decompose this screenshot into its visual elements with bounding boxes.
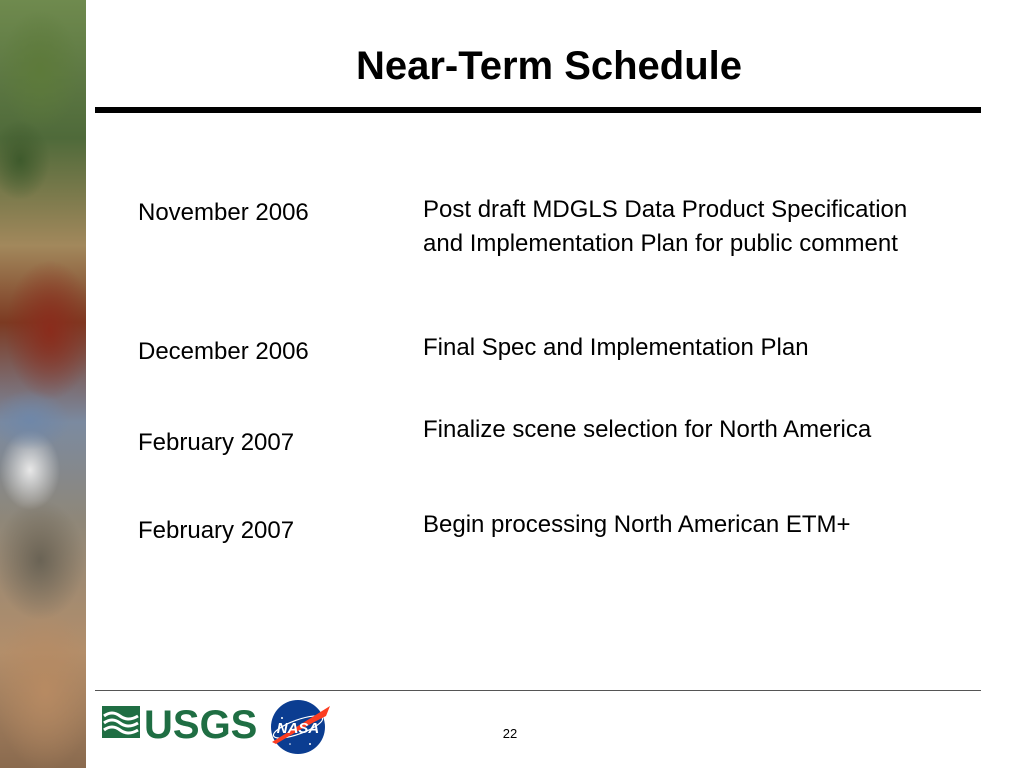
slide-title: Near-Term Schedule xyxy=(355,44,743,88)
schedule-date: November 2006 xyxy=(138,199,309,226)
nasa-logo xyxy=(268,696,332,756)
nasa-wordmark: NASA xyxy=(276,720,320,737)
schedule-description: Final Spec and Implementation Plan xyxy=(423,334,809,361)
page-number: 22 xyxy=(502,726,518,741)
schedule-description: Finalize scene selection for North America xyxy=(423,416,872,443)
schedule-date: February 2007 xyxy=(138,429,295,456)
title-divider xyxy=(95,107,981,113)
schedule-description: Begin processing North American ETM+ xyxy=(423,511,851,538)
schedule-date: February 2007 xyxy=(138,517,295,544)
schedule-description: Post draft MDGLS Data Product Specification and Implementation Plan for public comment xyxy=(423,196,908,257)
usgs-wordmark: USGS xyxy=(144,703,258,744)
satellite-image-strip xyxy=(0,0,86,768)
footer-divider xyxy=(95,690,981,691)
schedule-date: December 2006 xyxy=(138,338,309,365)
usgs-logo xyxy=(100,700,260,744)
